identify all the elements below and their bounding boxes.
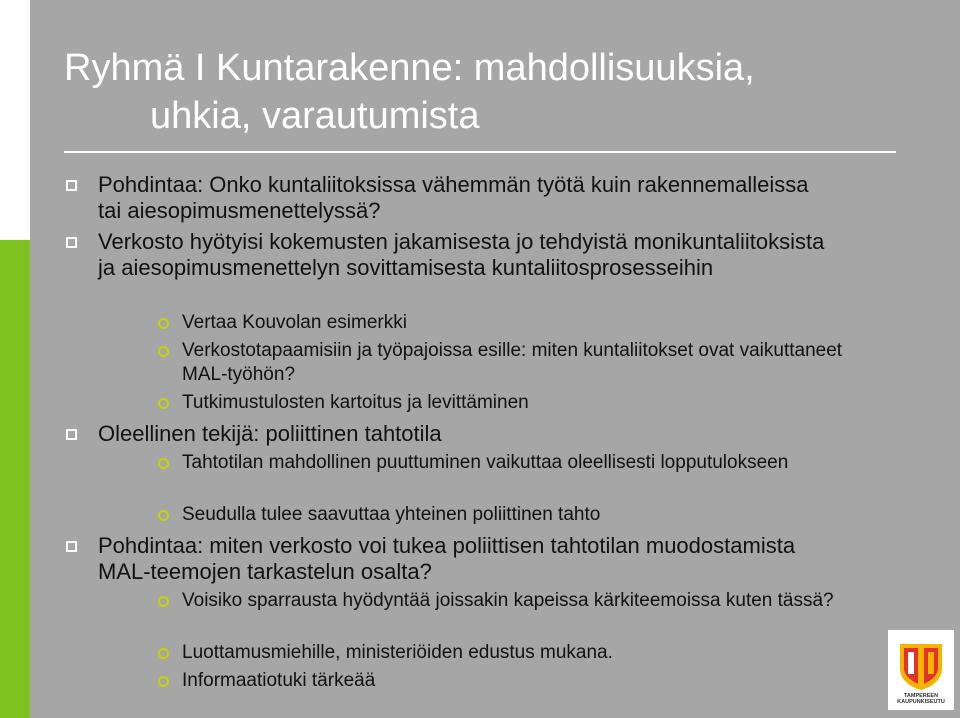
bullet-4-2: Luottamusmiehille, ministeriöiden edustus mukana. — [182, 642, 613, 663]
bullet-2: Verkosto hyötyisi kokemusten jakamisesta jo tehdyistä monikuntaliitoksista ja aiesopimusmenettelyn sovittamisesta kuntaliitosprosesseihin — [98, 229, 825, 280]
bullet-3: Oleellinen tekijä: poliittinen tahtotila — [98, 421, 442, 446]
accent-bar — [0, 240, 30, 718]
bullet-4-1: Voisiko sparrausta hyödyntää joissakin kapeissa kärkiteemoissa kuten tässä? — [182, 590, 834, 611]
ring-bullet-icon — [158, 398, 169, 409]
ring-bullet-icon — [158, 318, 169, 329]
bullet-3-2: Seudulla tulee saavuttaa yhteinen poliittinen tahto — [182, 504, 601, 525]
bullet-2-3: Tutkimustulosten kartoitus ja levittäminen — [182, 392, 529, 413]
logo — [888, 630, 954, 710]
logo-emblem-icon — [888, 630, 954, 694]
bullet-4: Pohdintaa: miten verkosto voi tukea poliittisen tahtotilan muodostamista MAL-teemojen tarkastelun osalta? — [98, 533, 796, 584]
bullet-4-3: Informaatiotuki tärkeää — [182, 670, 376, 691]
logo-text: TAMPEREEN KAUPUNKISEUTU — [897, 693, 945, 705]
square-bullet-icon — [66, 237, 77, 248]
ring-bullet-icon — [158, 510, 169, 521]
title-line-2: uhkia, varautumista — [150, 95, 480, 137]
slide-title — [64, 44, 884, 140]
ring-bullet-icon — [158, 676, 169, 687]
bullet-3-1: Tahtotilan mahdollinen puuttuminen vaikuttaa oleellisesti lopputulokseen — [182, 452, 789, 473]
bullet-1: Pohdintaa: Onko kuntaliitoksissa vähemmän työtä kuin rakennemalleissa tai aiesopimusmenettelyssä? — [98, 172, 809, 223]
square-bullet-icon — [66, 541, 77, 552]
ring-bullet-icon — [158, 596, 169, 607]
ring-bullet-icon — [158, 458, 169, 469]
ring-bullet-icon — [158, 648, 169, 659]
bullet-2-1: Vertaa Kouvolan esimerkki — [182, 312, 407, 333]
square-bullet-icon — [66, 180, 77, 191]
title-divider — [64, 151, 896, 153]
bullet-2-2: Verkostotapaamisiin ja työpajoissa esille: miten kuntaliitokset ovat vaikuttaneet MAL-työhön? — [182, 340, 843, 385]
square-bullet-icon — [66, 429, 77, 440]
title-line-1: Ryhmä I Kuntarakenne: mahdollisuuksia, — [64, 47, 755, 89]
ring-bullet-icon — [158, 346, 169, 357]
